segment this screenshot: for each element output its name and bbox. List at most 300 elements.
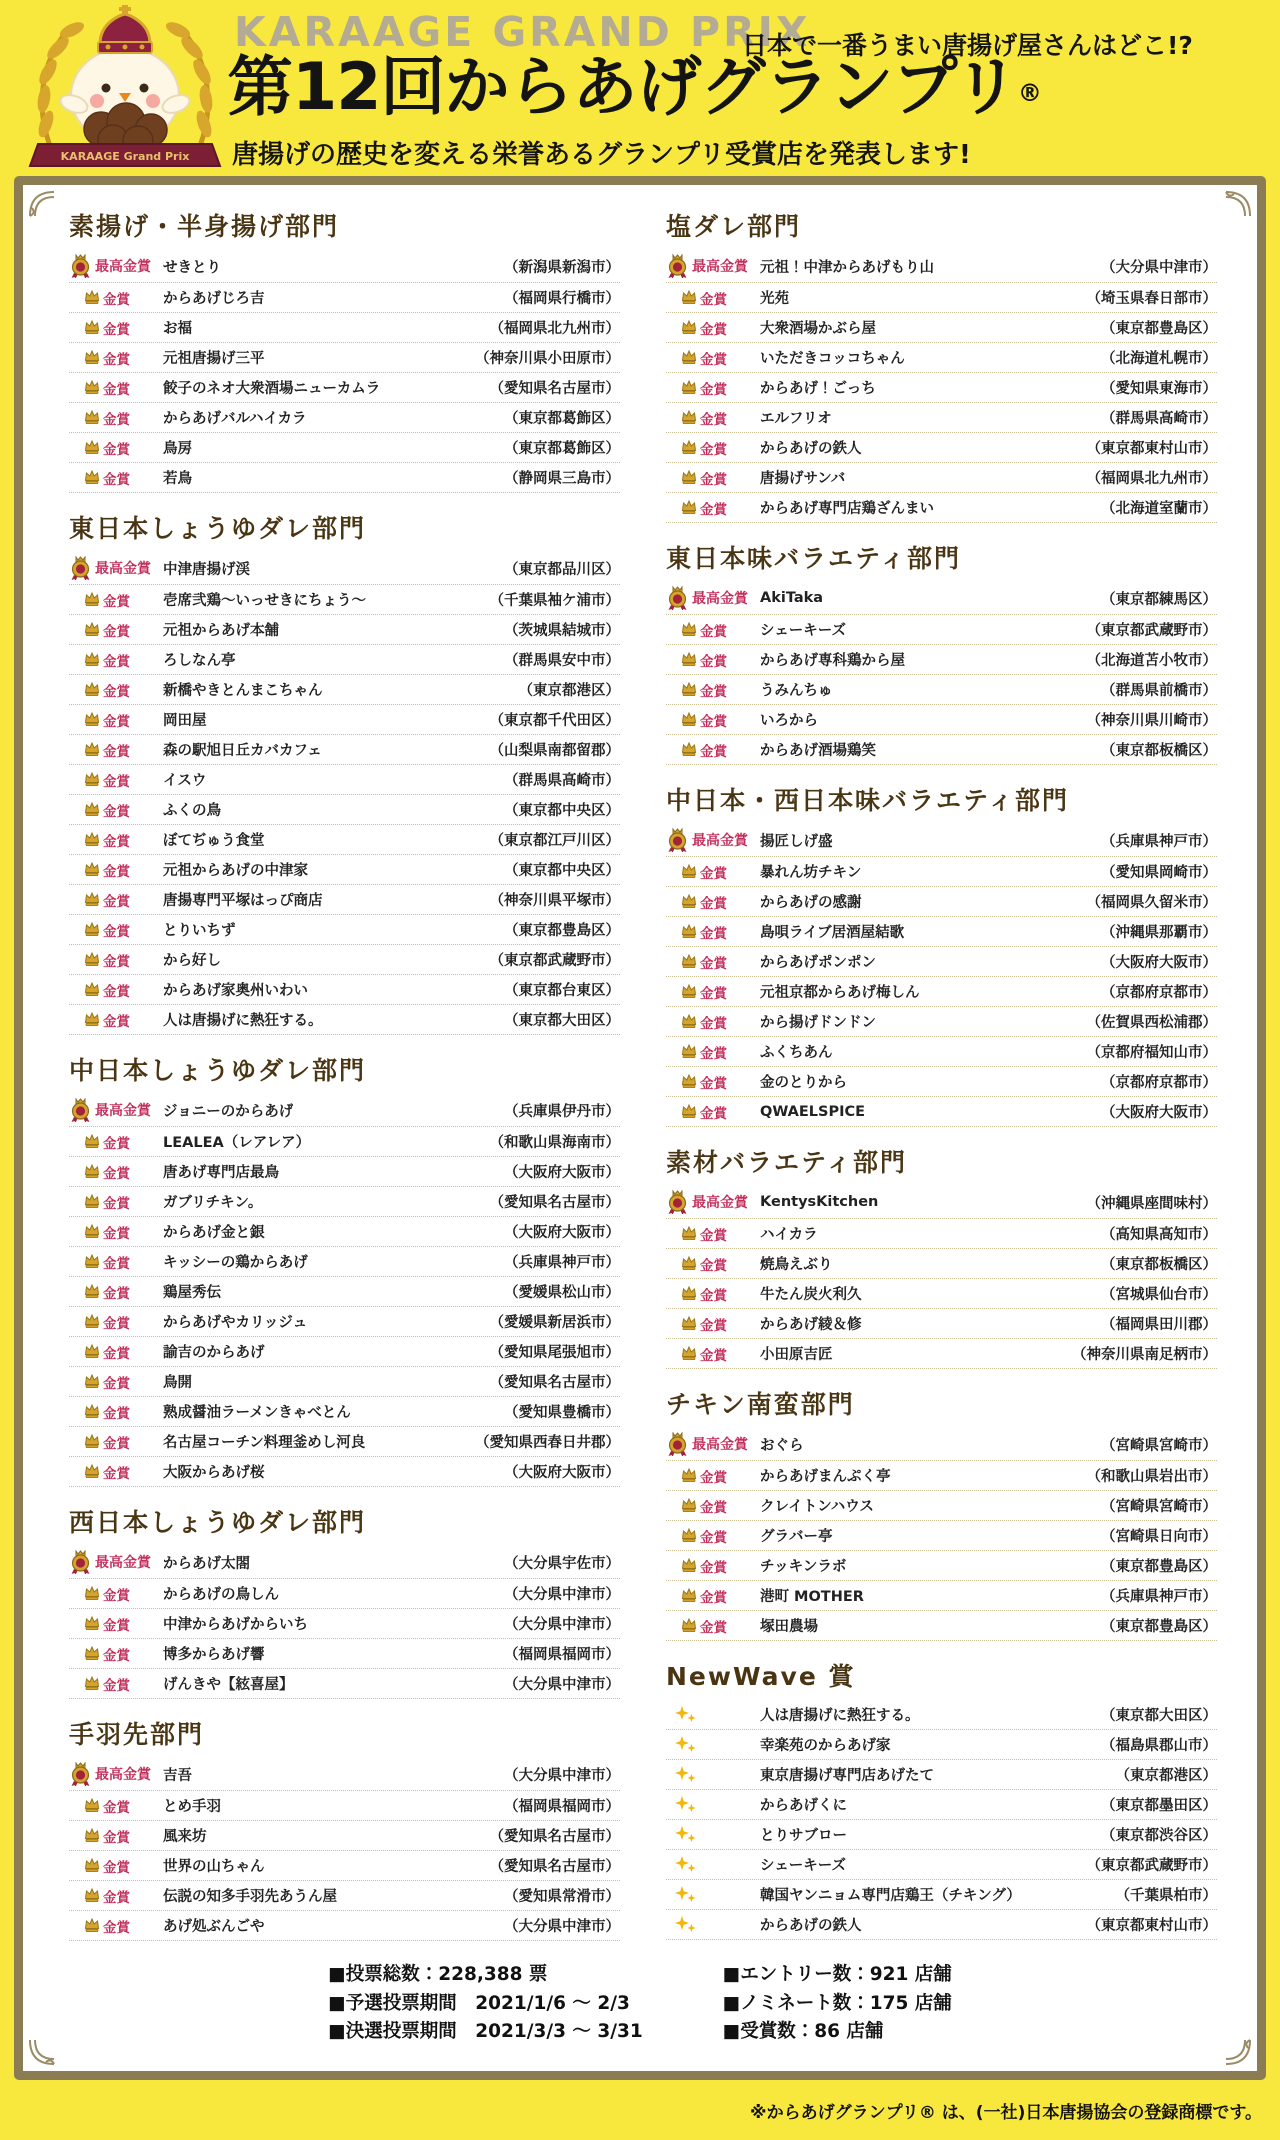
award-label: 金賞 [103, 1195, 130, 1212]
gold-medal-icon [84, 1434, 100, 1449]
newwave-sparkle-icon [675, 1826, 696, 1843]
shop-name: からあげの鳥しん [163, 1587, 279, 1603]
award-label: 金賞 [700, 743, 727, 760]
shop-name: QWAELSPICE [760, 1103, 866, 1120]
shop-name: キッシーの鶏からあげ [163, 1255, 308, 1271]
award-badge [666, 1586, 760, 1606]
category-section [69, 207, 620, 493]
shop-name: 中津からあげからいち [163, 1617, 308, 1633]
award-badge [69, 710, 163, 730]
shop-name: 元祖京都からあげ梅しん [760, 985, 920, 1001]
award-badge [69, 860, 163, 880]
gold-medal-icon [84, 952, 100, 967]
shop-name: クレイトンハウス [760, 1499, 874, 1515]
shop-name: うみんちゅ [760, 683, 833, 699]
gold-medal-icon [681, 1074, 697, 1089]
gold-medal-icon [681, 742, 697, 757]
award-label: 金賞 [700, 865, 727, 882]
award-row [666, 887, 1217, 917]
corner-ornament [27, 2037, 57, 2067]
shop-location: （大分県中津市） [1101, 259, 1217, 276]
shop-location: （東京都東村山市） [1086, 441, 1217, 457]
award-badge [69, 890, 163, 910]
award-badge [69, 1856, 163, 1876]
category-title: 手羽先部門 [69, 1720, 205, 1749]
award-badge [666, 680, 760, 700]
category-section [666, 207, 1217, 523]
award-label: 金賞 [103, 713, 130, 730]
gold-medal-icon [84, 1224, 100, 1239]
newwave-sparkle-icon [675, 1796, 696, 1813]
award-row [69, 945, 620, 975]
award-badge [666, 1042, 760, 1062]
shop-name: LEALEA（レアレア） [163, 1135, 311, 1151]
award-badge [666, 710, 760, 730]
award-badge [666, 1766, 760, 1783]
footer [0, 2080, 1280, 2140]
shop-name: から好し [163, 953, 221, 969]
award-label: 金賞 [700, 1075, 727, 1092]
shop-name: 人は唐揚げに熱狂する。 [760, 1708, 920, 1724]
award-badge [666, 1736, 760, 1753]
award-badge [69, 1826, 163, 1846]
award-badge [69, 1372, 163, 1392]
shop-name: お福 [163, 321, 192, 337]
award-row [666, 373, 1217, 403]
award-label: 金賞 [700, 291, 727, 308]
gold-medal-icon [84, 1858, 100, 1873]
category-title: 西日本しょうゆダレ部門 [69, 1508, 367, 1537]
shop-location: （群馬県高崎市） [504, 773, 620, 789]
category-title: 中日本・西日本味バラエティ部門 [666, 786, 1070, 815]
award-row [69, 705, 620, 735]
shop-location: （大分県中津市） [504, 1767, 620, 1784]
award-row [666, 1730, 1217, 1760]
shop-name: ジョニーのからあげ [163, 1103, 294, 1120]
award-badge [666, 922, 760, 942]
subtitle: 唐揚げの歴史を変える栄誉あるグランプリ受賞店を発表します! [232, 140, 971, 170]
main-title-text: 第12回からあげグランプリ [228, 50, 1018, 125]
award-badge [69, 318, 163, 338]
award-row [666, 343, 1217, 373]
award-badge [666, 1826, 760, 1843]
award-label: 金賞 [700, 351, 727, 368]
shop-name: 港町 MOTHER [760, 1589, 864, 1605]
award-row [69, 433, 620, 463]
award-label: 金賞 [103, 1465, 130, 1482]
shop-location: （東京都豊島区） [1101, 1619, 1217, 1635]
left-column [69, 205, 620, 1951]
award-badge [666, 438, 760, 458]
shop-name: 人は唐揚げに熱狂する。 [163, 1013, 323, 1029]
shop-name: AkiTaka [760, 590, 824, 606]
award-label: 金賞 [103, 893, 130, 910]
shop-name: 森の駅旭日丘カバカフェ [163, 743, 322, 759]
shop-name: からあげバルハイカラ [163, 411, 307, 427]
award-badge [666, 1102, 760, 1122]
award-label: 金賞 [700, 1619, 727, 1636]
category-section [69, 509, 620, 1035]
shop-location: （大分県中津市） [504, 1617, 620, 1633]
award-label: 金賞 [103, 1859, 130, 1876]
award-row [69, 373, 620, 403]
award-badge [666, 982, 760, 1002]
gold-medal-icon [84, 470, 100, 485]
award-badge [666, 952, 760, 972]
shop-name: からあげ金と銀 [163, 1225, 265, 1241]
award-label: 金賞 [103, 1315, 130, 1332]
award-badge [666, 1314, 760, 1334]
award-row [666, 857, 1217, 887]
award-badge [666, 468, 760, 488]
award-badge [69, 1644, 163, 1664]
gold-medal-icon [84, 1464, 100, 1479]
award-badge [69, 950, 163, 970]
shop-name: からあげ専門店鶏ざんまい [760, 501, 934, 517]
shop-name: 博多からあげ響 [163, 1647, 265, 1663]
award-row [69, 1669, 620, 1699]
award-badge [666, 620, 760, 640]
award-badge [69, 1796, 163, 1816]
award-label: 最高金賞 [95, 561, 151, 577]
gold-medal-icon [84, 1344, 100, 1359]
award-badge [69, 980, 163, 1000]
award-row [666, 1219, 1217, 1249]
shop-location: （愛知県東海市） [1101, 381, 1217, 397]
award-row [69, 1546, 620, 1579]
award-badge [69, 348, 163, 368]
award-badge [666, 378, 760, 398]
award-row [69, 765, 620, 795]
shop-location: （愛知県豊橋市） [504, 1405, 620, 1421]
award-row [69, 1881, 620, 1911]
shop-location: （佐賀県西松浦郡） [1086, 1015, 1217, 1031]
shop-name: 小田原吉匠 [760, 1347, 833, 1363]
shop-location: （愛媛県新居浜市） [489, 1315, 620, 1331]
award-badge [666, 740, 760, 760]
stat-line: ■決選投票期間 2021/3/3 ～ 3/31 [328, 2021, 643, 2043]
shop-name: KentysKitchen [760, 1194, 879, 1210]
gold-medal-icon [84, 1646, 100, 1661]
award-label: 金賞 [103, 1285, 130, 1302]
award-row [69, 1579, 620, 1609]
category-section [69, 1051, 620, 1487]
gold-medal-icon [84, 1012, 100, 1027]
shop-name: 東京唐揚げ専門店あげたて [760, 1768, 934, 1784]
shop-location: （愛知県西春日井郡） [475, 1435, 620, 1451]
award-columns [23, 185, 1257, 1951]
award-row [69, 313, 620, 343]
shop-location: （福岡県久留米市） [1086, 895, 1217, 911]
shop-name: からあげ！ごっち [760, 381, 876, 397]
shop-name: 中津唐揚げ渓 [163, 561, 250, 578]
award-label: 金賞 [103, 441, 130, 458]
corner-ornament [27, 189, 57, 219]
award-row [666, 1700, 1217, 1730]
award-row [666, 403, 1217, 433]
award-badge [666, 1916, 760, 1933]
shop-name: 暴れん坊チキン [760, 865, 862, 881]
gold-medal-icon [681, 1468, 697, 1483]
award-label: 最高金賞 [692, 591, 748, 607]
gold-medal-icon [84, 1404, 100, 1419]
award-label: 金賞 [700, 1015, 727, 1032]
award-badge [69, 1312, 163, 1332]
award-row [69, 1277, 620, 1307]
shop-name: 名古屋コーチン料理釜めし河良 [163, 1435, 366, 1451]
stat-line: ■予選投票期間 2021/1/6 ～ 2/3 [328, 1992, 630, 2014]
shop-name: イスウ [163, 773, 207, 789]
award-label: 金賞 [700, 623, 727, 640]
award-row [69, 250, 620, 283]
award-label: 金賞 [700, 1559, 727, 1576]
award-label: 金賞 [103, 1829, 130, 1846]
award-badge [69, 830, 163, 850]
gold-medal-icon [681, 1316, 697, 1331]
shop-name: 島唄ライブ居酒屋結歌 [760, 925, 905, 941]
gold-medal-icon [84, 1284, 100, 1299]
shop-location: （千葉県柏市） [1115, 1888, 1217, 1904]
award-label: 金賞 [103, 1255, 130, 1272]
shop-location: （千葉県袖ケ浦市） [489, 593, 620, 609]
shop-name: からあげポンポン [760, 955, 876, 971]
shop-name: 岡田屋 [163, 713, 207, 729]
award-row [666, 1279, 1217, 1309]
award-badge [69, 1252, 163, 1272]
award-label: 金賞 [103, 773, 130, 790]
shop-name: 唐揚専門平塚はっぴ商店 [163, 893, 323, 909]
award-label: 金賞 [700, 441, 727, 458]
award-row [69, 885, 620, 915]
award-row [69, 463, 620, 493]
award-row [666, 1790, 1217, 1820]
award-badge [666, 1616, 760, 1636]
shop-location: （東京都台東区） [504, 983, 620, 999]
award-label: 最高金賞 [95, 1103, 151, 1119]
top-gold-medal-icon [69, 254, 92, 278]
award-badge [666, 1466, 760, 1486]
shop-location: （北海道室蘭市） [1101, 501, 1217, 517]
award-badge [69, 590, 163, 610]
gold-medal-icon [681, 1588, 697, 1603]
award-row [666, 1097, 1217, 1127]
gold-medal-icon [84, 1798, 100, 1813]
corner-ornament [1223, 189, 1253, 219]
award-badge [666, 254, 760, 278]
award-label: 金賞 [103, 593, 130, 610]
top-gold-medal-icon [666, 1432, 689, 1456]
shop-location: （神奈川県南足柄市） [1072, 1347, 1217, 1363]
gold-medal-icon [84, 1254, 100, 1269]
shop-location: （愛知県名古屋市） [489, 1195, 620, 1211]
award-row [666, 463, 1217, 493]
award-row [69, 1821, 620, 1851]
shop-name: シェーキーズ [760, 1858, 846, 1874]
award-label: 金賞 [700, 1105, 727, 1122]
award-badge [69, 1550, 163, 1574]
award-row [666, 705, 1217, 735]
shop-location: （大阪府大阪市） [504, 1165, 620, 1181]
award-label: 金賞 [103, 1225, 130, 1242]
award-badge [666, 318, 760, 338]
shop-name: 風来坊 [163, 1829, 207, 1845]
award-label: 最高金賞 [95, 1767, 151, 1783]
gold-medal-icon [84, 1314, 100, 1329]
award-badge [69, 920, 163, 940]
shop-location: （東京都板橋区） [1101, 1257, 1217, 1273]
shop-name: チッキンラボ [760, 1559, 847, 1575]
shop-name: 元祖唐揚げ三平 [163, 351, 265, 367]
award-row [69, 1094, 620, 1127]
gold-medal-icon [681, 1044, 697, 1059]
shop-name: 諭吉のからあげ [163, 1345, 265, 1361]
registered-trademark-symbol: ® [1017, 79, 1041, 107]
shop-name: 揚匠しげ盛 [760, 833, 833, 850]
award-badge [666, 1796, 760, 1813]
shop-location: （東京都大田区） [504, 1013, 620, 1029]
award-badge [69, 1098, 163, 1122]
award-row [666, 1910, 1217, 1940]
award-badge [69, 1282, 163, 1302]
gold-medal-icon [681, 622, 697, 637]
shop-location: （東京都東村山市） [1086, 1918, 1217, 1934]
shop-location: （東京都豊島区） [1101, 1559, 1217, 1575]
gold-medal-icon [84, 1374, 100, 1389]
award-row [666, 493, 1217, 523]
shop-location: （和歌山県岩出市） [1086, 1469, 1217, 1485]
shop-name: いただきコッコちゃん [760, 351, 905, 367]
shop-name: ぼてぢゅう食堂 [163, 833, 265, 849]
award-label: 金賞 [700, 1045, 727, 1062]
award-label: 金賞 [700, 1347, 727, 1364]
award-badge [69, 740, 163, 760]
award-badge [69, 1886, 163, 1906]
award-label: 金賞 [103, 381, 130, 398]
gold-medal-icon [84, 652, 100, 667]
award-badge [69, 1222, 163, 1242]
shop-location: （福岡県北九州市） [489, 321, 620, 337]
shop-location: （兵庫県伊丹市） [504, 1103, 620, 1120]
shop-location: （宮崎県日向市） [1101, 1529, 1217, 1545]
shop-name: エルフリオ [760, 411, 832, 427]
award-row [69, 645, 620, 675]
shop-location: （兵庫県神戸市） [1101, 833, 1217, 850]
gold-medal-icon [84, 622, 100, 637]
gold-medal-icon [681, 864, 697, 879]
shop-name: とめ手羽 [163, 1799, 221, 1815]
award-row [666, 1428, 1217, 1461]
award-badge [69, 254, 163, 278]
gold-medal-icon [681, 410, 697, 425]
shop-location: （愛知県名古屋市） [489, 1829, 620, 1845]
award-row [666, 735, 1217, 765]
award-badge [69, 620, 163, 640]
shop-location: （東京都千代田区） [489, 713, 620, 729]
shop-location: （大阪府大阪市） [504, 1465, 620, 1481]
award-label: 金賞 [103, 1647, 130, 1664]
award-badge [666, 498, 760, 518]
shop-location: （東京都豊島区） [1101, 321, 1217, 337]
award-row [666, 582, 1217, 615]
shop-location: （大分県中津市） [504, 1919, 620, 1935]
stats [23, 1961, 1257, 2047]
shop-location: （和歌山県海南市） [489, 1135, 620, 1151]
shop-location: （高知県高知市） [1101, 1227, 1217, 1243]
award-badge [666, 828, 760, 852]
award-badge [69, 438, 163, 458]
award-label: 金賞 [700, 501, 727, 518]
shop-location: （京都府京都市） [1101, 1075, 1217, 1091]
shop-name: 焼鳥えぶり [760, 1257, 833, 1273]
award-label: 金賞 [700, 1227, 727, 1244]
shop-name: 元祖からあげの中津家 [163, 863, 308, 879]
shop-name: からあげの鉄人 [760, 1918, 862, 1934]
award-row [69, 825, 620, 855]
shop-location: （新潟県新潟市） [504, 259, 620, 276]
shop-name: げんきや【絃喜屋】 [163, 1677, 294, 1693]
award-row [666, 313, 1217, 343]
shop-name: 鳥開 [163, 1375, 192, 1391]
shop-name: からあげ太閤 [163, 1555, 250, 1572]
category-section [666, 1657, 1217, 1940]
shop-location: （京都府福知山市） [1086, 1045, 1217, 1061]
award-row [69, 1157, 620, 1187]
award-row [69, 552, 620, 585]
award-badge [666, 1072, 760, 1092]
shop-location: （宮崎県宮崎市） [1101, 1499, 1217, 1515]
award-row [666, 433, 1217, 463]
award-label: 金賞 [103, 1919, 130, 1936]
shop-name: ろしなん亭 [163, 653, 236, 669]
award-row [69, 403, 620, 433]
shop-name: からあげ綾＆修 [760, 1317, 862, 1333]
shop-name: 伝説の知多手羽先あうん屋 [163, 1889, 337, 1905]
award-badge [69, 1402, 163, 1422]
award-row [69, 1247, 620, 1277]
award-row [666, 1067, 1217, 1097]
award-badge [69, 1584, 163, 1604]
award-badge [69, 770, 163, 790]
gold-medal-icon [681, 290, 697, 305]
award-badge [666, 1344, 760, 1364]
award-label: 金賞 [103, 1617, 130, 1634]
shop-name: とりサブロー [760, 1828, 847, 1844]
category-section [666, 539, 1217, 765]
shop-location: （東京都品川区） [504, 561, 620, 578]
award-label: 金賞 [700, 1317, 727, 1334]
award-row [666, 1760, 1217, 1790]
shop-location: （愛知県名古屋市） [489, 1859, 620, 1875]
shop-name: 元祖からあげ本舗 [163, 623, 279, 639]
newwave-sparkle-icon [675, 1766, 696, 1783]
gold-medal-icon [84, 440, 100, 455]
award-row [666, 1551, 1217, 1581]
award-label: 金賞 [700, 985, 727, 1002]
gold-medal-icon [681, 682, 697, 697]
shop-location: （東京都武蔵野市） [1086, 623, 1217, 639]
stats-left-list [328, 1961, 642, 2047]
shop-location: （山梨県南都留郡） [489, 743, 620, 759]
gold-medal-icon [84, 802, 100, 817]
award-label: 金賞 [700, 653, 727, 670]
shop-name: グラバー亭 [760, 1529, 833, 1545]
award-row [69, 1457, 620, 1487]
award-label: 金賞 [700, 381, 727, 398]
top-gold-medal-icon [69, 1098, 92, 1122]
gold-medal-icon [681, 320, 697, 335]
top-gold-medal-icon [666, 586, 689, 610]
award-row [666, 675, 1217, 705]
